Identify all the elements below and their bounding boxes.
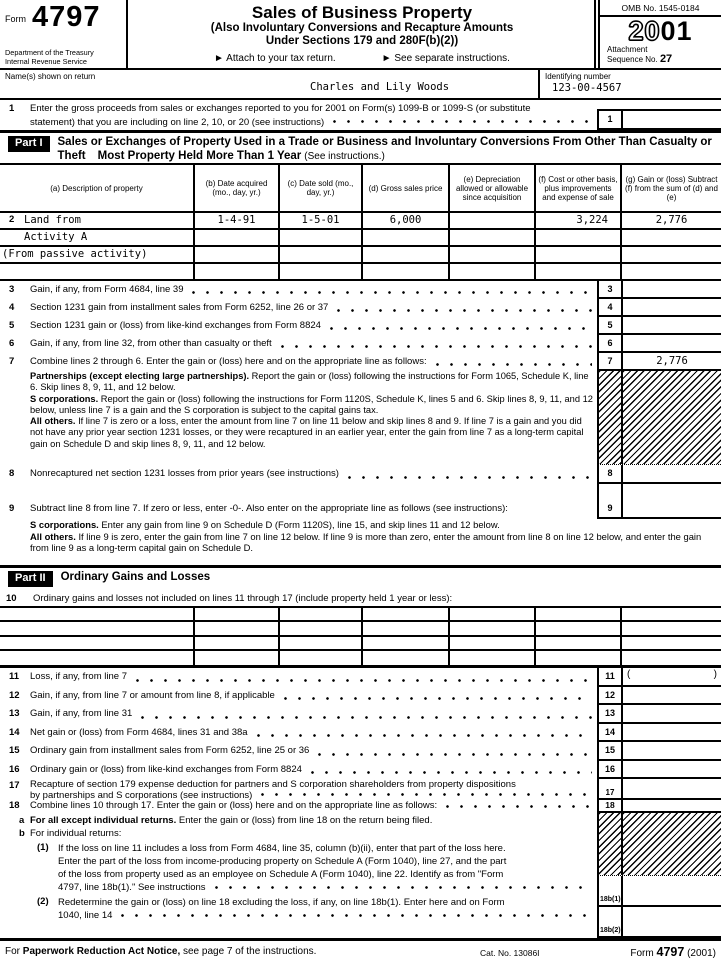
- dept-treasury: Department of the Treasury: [5, 48, 94, 57]
- dot-leader: [260, 792, 592, 797]
- table-row-description[interactable]: (From passive activity): [0, 247, 195, 264]
- p2-cell[interactable]: [536, 651, 622, 665]
- table-cell[interactable]: [280, 264, 363, 279]
- dot-leader: [310, 770, 592, 775]
- taxpayer-row: [0, 70, 721, 100]
- table-cell[interactable]: [536, 230, 622, 247]
- line-9: 9 Subtract line 8 from line 7. If zero or less, enter -0-. Also enter on the appropriate line as follows (see instructions): S corporations. Enter any gain from line 9 on Schedule D (Form 1120S), line 15, and skip lines 11 and 12 below. All others. If line 9 is zero, enter the gain from line 7 on line 12 below. If line 9 is more than zero, enter the amount from line 8 on line 12 below, and enter the gain from line 9 as a long-term capital gain on Schedule D. 9: [0, 500, 721, 565]
- line-16: 16 Ordinary gain or (loss) from like-kind exchanges from Form 8824 16: [0, 761, 721, 780]
- line-18-amount-field[interactable]: [623, 800, 721, 813]
- form-word: Form: [5, 14, 26, 24]
- line-4-text: Section 1231 gain from installment sales from Form 6252, line 26 or 37: [30, 302, 329, 313]
- omb-year-block: [598, 0, 721, 68]
- part2-table: [0, 606, 721, 668]
- name-label: Name(s) shown on return: [5, 72, 96, 81]
- omb-number: OMB No. 1545-0184: [600, 0, 721, 17]
- table-cell[interactable]: [195, 230, 280, 247]
- table-row-description[interactable]: [0, 264, 195, 279]
- line-18b2-amount-field[interactable]: [623, 907, 721, 936]
- line-7-instructions: Partnerships (except electing large partnerships). Report the gain or (loss) following the instructions for Form 1065, Schedule K, line 6. Skip lines 8, 9, 11, and 12 below. S corporations. Report the gain or (loss) following the instructions for Form 1120S, Schedule K, lines 5 and 6. Skip lines 8, 9, 11, and 12 below, unless line 7 is a gain and the S corporation is subject to the capital gains tax. All others. If line 7 is zero or a loss, enter the amount from line 7 on line 11 below and skip lines 8 and 9. If line 7 is a gain and you did not have any prior year section 1231 losses, or they were recaptured in an earlier year, enter the gain from line 7 as a long-term capital gain on Schedule D and skip lines 8, 9, 11, and 12 below.: [30, 371, 593, 449]
- dot-leader: [445, 804, 590, 809]
- p2-cell[interactable]: [0, 622, 195, 636]
- line-12-amount-field[interactable]: [623, 687, 721, 706]
- line-4-amount-field[interactable]: [623, 299, 721, 317]
- col-header-gross-sales: (d) Gross sales price: [363, 165, 450, 213]
- line-3-amount-field[interactable]: [623, 281, 721, 299]
- p2-cell[interactable]: [363, 622, 450, 636]
- p2-cell[interactable]: [280, 608, 363, 622]
- table-cell[interactable]: [280, 230, 363, 247]
- col-header-date-sold: (c) Date sold (mo., day, yr.): [280, 165, 363, 213]
- dot-leader: [332, 119, 592, 124]
- dot-leader: [347, 475, 592, 480]
- form-subtitle-2: Under Sections 179 and 280F(b)(2)): [265, 35, 459, 47]
- line-4: 4 Section 1231 gain from installment sales from Form 6252, line 26 or 37 4: [0, 299, 721, 317]
- line-11-text: Loss, if any, from line 7: [30, 671, 127, 682]
- line-3-text: Gain, if any, from Form 4684, line 39: [30, 284, 184, 295]
- line-15-amount-field[interactable]: [623, 742, 721, 761]
- line-14-text: Net gain or (loss) from Form 4684, lines 31 and 38a: [30, 726, 248, 738]
- row2-date-acquired-cell[interactable]: 1-4-91: [195, 213, 280, 230]
- line-8-text: Nonrecaptured net section 1231 losses from prior years (see instructions): [30, 468, 339, 479]
- name-field[interactable]: Charles and Lily Woods: [310, 81, 450, 93]
- line-14: 14 Net gain or (loss) from Form 4684, lines 31 and 38a 14: [0, 724, 721, 743]
- part2-title: Ordinary Gains and Losses: [60, 571, 211, 583]
- line-9-amount-field[interactable]: [623, 500, 721, 519]
- form-footer-id: Form 4797 (2001): [630, 945, 716, 959]
- table-cell[interactable]: [536, 247, 622, 264]
- p2-cell[interactable]: [280, 637, 363, 651]
- p2-cell[interactable]: [450, 651, 536, 665]
- dot-leader: [329, 326, 592, 331]
- p2-cell[interactable]: [195, 608, 280, 622]
- part1-label: Part I: [8, 136, 50, 152]
- dot-leader: [120, 913, 590, 918]
- line-17-box-number: 17: [597, 788, 623, 800]
- line-18b1-text: If the loss on line 11 includes a loss from Form 4684, line 35, column (b)(ii), enter that part of the loss here. Enter the part of the loss from income-producing property on Schedule A (Form 1040), line 27, and the part of the loss from property used as an employee on Schedule A (Form 1040), line 22. Identify as from "Form 4797, line 18b(1)." See instructions: [58, 842, 595, 894]
- line-13-text: Gain, if any, from line 31: [30, 708, 133, 719]
- line-8-box-number: 8: [597, 465, 623, 484]
- p2-cell[interactable]: [195, 622, 280, 636]
- row2-date-sold-cell[interactable]: 1-5-01: [280, 213, 363, 230]
- p2-cell[interactable]: [195, 637, 280, 651]
- line-17-text-1: Recapture of section 179 expense deduction for partners and S corporation shareholders from property dispositions: [30, 779, 516, 790]
- line-10-text: Ordinary gains and losses not included on lines 11 through 17 (include property held 1 year or less):: [33, 593, 453, 604]
- form-number: 4797: [32, 1, 101, 33]
- p2-cell[interactable]: [363, 608, 450, 622]
- line-6-amount-field[interactable]: [623, 335, 721, 353]
- paperwork-notice: For Paperwork Reduction Act Notice, see page 7 of the instructions.: [5, 946, 317, 957]
- col-header-gain-loss: (g) Gain or (loss) Subtract (f) from the sum of (d) and (e): [622, 165, 721, 213]
- line-1-number: 1: [9, 103, 15, 114]
- identifying-number-label: Identifying number: [545, 72, 611, 81]
- title-block: [128, 0, 596, 68]
- line-18b2-text: Redetermine the gain or (loss) on line 18 excluding the loss, if any, on line 18b(1). Enter here and on Form 1040, line 14: [58, 896, 595, 922]
- part2-header: [0, 565, 721, 592]
- tax-year: 2001: [628, 16, 693, 47]
- line-18b2: (2) Redetermine the gain or (loss) on line 18 excluding the loss, if any, on line 18b(1). Enter here and on Form 1040, line 14: [0, 896, 721, 922]
- table-cell[interactable]: [622, 247, 721, 264]
- line-18b1-box-number: 18b(1): [597, 876, 623, 905]
- line-1-box-number: 1: [597, 111, 623, 130]
- p2-cell[interactable]: [0, 637, 195, 651]
- line-7-box-number: 7: [597, 353, 623, 371]
- line-9-text: Subtract line 8 from line 7. If zero or less, enter -0-. Also enter on the appropriate line as follows (see instructions):: [30, 503, 508, 514]
- id-divider: [538, 70, 540, 98]
- p2-cell[interactable]: [450, 622, 536, 636]
- line-13-amount-field[interactable]: [623, 705, 721, 724]
- table-cell[interactable]: [536, 264, 622, 279]
- table-cell[interactable]: [363, 230, 450, 247]
- part1-header: [0, 133, 721, 163]
- line-16-amount-field[interactable]: [623, 761, 721, 780]
- p2-cell[interactable]: [280, 651, 363, 665]
- p2-cell[interactable]: [195, 651, 280, 665]
- line-13: 13 Gain, if any, from line 31 13: [0, 705, 721, 724]
- dept-irs: Internal Revenue Service: [5, 56, 87, 66]
- p2-cell[interactable]: [536, 637, 622, 651]
- line-6-text: Gain, if any, from line 32, from other than casualty or theft: [30, 338, 272, 349]
- row2-depreciation-cell[interactable]: [450, 213, 536, 230]
- p2-cell[interactable]: [536, 608, 622, 622]
- line-5-text: Section 1231 gain or (loss) from like-kind exchanges from Form 8824: [30, 320, 321, 331]
- dot-leader: [280, 344, 592, 349]
- line-12-box-number: 12: [597, 687, 623, 706]
- line-5-box-number: 5: [597, 317, 623, 335]
- col-header-date-acquired: (b) Date acquired (mo., day, yr.): [195, 165, 280, 213]
- table-cell[interactable]: [195, 264, 280, 279]
- col-header-depreciation: (e) Depreciation allowed or allowable since acquisition: [450, 165, 536, 213]
- line-18a-text: For all except individual returns. Enter the gain or (loss) from line 18 on the return being filed.: [30, 815, 433, 826]
- line-11-amount-field[interactable]: ( ): [623, 668, 721, 687]
- line-8: 8 Nonrecaptured net section 1231 losses from prior years (see instructions) 8: [0, 465, 721, 500]
- line-18: 18 Combine lines 10 through 17. Enter the gain or (loss) here and on the appropriate line as follows:: [0, 800, 595, 813]
- line-7-amount-field[interactable]: 2,776: [623, 353, 721, 371]
- line-6: 6 Gain, if any, from line 32, from other than casualty or theft 6: [0, 335, 721, 353]
- form-header: [0, 0, 721, 70]
- line-18-text: Combine lines 10 through 17. Enter the gain or (loss) here and on the appropriate line as follows:: [30, 800, 438, 811]
- p2-cell[interactable]: [0, 651, 195, 665]
- line-1-text-1: Enter the gross proceeds from sales or exchanges reported to you for 2001 on Form(s) 1099-B or 1099-S (or substitute: [30, 103, 531, 114]
- dot-leader: [256, 733, 592, 738]
- line-18b: b For individual returns:: [19, 828, 122, 840]
- p2-cell[interactable]: [622, 637, 721, 651]
- line-7-text: Combine lines 2 through 6. Enter the gain or (loss) here and on the appropriate line as follows:: [30, 356, 427, 367]
- table-cell[interactable]: [363, 264, 450, 279]
- catalog-number: Cat. No. 13086I: [480, 948, 540, 958]
- col-header-cost-basis: (f) Cost or other basis, plus improvements and expense of sale: [536, 165, 622, 213]
- table-cell[interactable]: [450, 230, 536, 247]
- line-14-amount-field[interactable]: [623, 724, 721, 743]
- table-cell[interactable]: [363, 247, 450, 264]
- line-17-amount-field[interactable]: [623, 788, 721, 800]
- line-5-amount-field[interactable]: [623, 317, 721, 335]
- line-1: [0, 100, 721, 133]
- part1-title: Sales or Exchanges of Property Used in a Trade or Business and Involuntary Conversions From Other Than Casualty or Theft Most Property Held More Than 1 Year (See instructions.): [57, 136, 712, 162]
- line-12: 12 Gain, if any, from line 7 or amount from line 8, if applicable 12: [0, 687, 721, 706]
- table-cell[interactable]: [450, 264, 536, 279]
- line-15-text: Ordinary gain from installment sales from Form 6252, line 25 or 36: [30, 745, 310, 756]
- p2-cell[interactable]: [280, 622, 363, 636]
- p2-cell[interactable]: [363, 637, 450, 651]
- form-footer: [0, 938, 721, 963]
- line-3-box-number: 3: [597, 281, 623, 299]
- table-cell[interactable]: [195, 247, 280, 264]
- row2-gain-loss-cell[interactable]: 2,776: [622, 213, 721, 230]
- table-cell[interactable]: [622, 264, 721, 279]
- dot-leader: [140, 715, 592, 720]
- form-subtitle-1: (Also Involuntary Conversions and Recapture Amounts: [210, 22, 514, 34]
- line-18-group: [0, 800, 721, 938]
- attachment-sequence: Attachment Sequence No. 27: [607, 45, 673, 65]
- line-7: 7 Combine lines 2 through 6. Enter the gain or (loss) here and on the appropriate line as follows: Partnerships (except electing large partnerships). Report the gain or (loss) following the instructions for Form 1065, Schedule K, line 6. Skip lines 8, 9, 11, and 12 below. S corporations. Report the gain or (loss) following the instructions for Form 1120S, Schedule K, lines 5 and 6. Skip lines 8, 9, 11, and 12 below, unless line 7 is a gain and the S corporation is subject to the capital gains tax. All others. If line 7 is zero or a loss, enter the amount from line 7 on line 11 below and skip lines 8 and 9. If line 7 is a gain and you did not have any prior year section 1231 losses, or they were recaptured in an earlier year, enter the gain from line 7 as a long-term capital gain on Schedule D and skip lines 8, 9, 11, and 12 below. 7 2,776: [0, 353, 721, 465]
- form-number-block: [0, 0, 128, 68]
- dot-leader: [283, 696, 592, 701]
- line-15-box-number: 15: [597, 742, 623, 761]
- line-18b1: (1) If the loss on line 11 includes a loss from Form 4684, line 35, column (b)(ii), enter that part of the loss here. Enter the part of the loss from income-producing property on Schedule A (Form 1040), line 27, and the part of the loss from property used as an employee on Schedule A (Form 1040), line 22. Identify as from "Form 4797, line 18b(1)." See instructions: [0, 842, 721, 894]
- line-16-text: Ordinary gain or (loss) from like-kind exchanges from Form 8824: [30, 763, 302, 775]
- line-17: 17 Recapture of section 179 expense deduction for partners and S corporation shareholders from property dispositions by partnerships and S corporations (see instructions) 17: [0, 779, 721, 800]
- p2-cell[interactable]: [536, 622, 622, 636]
- lines-11-to-16: [0, 668, 721, 779]
- p2-cell[interactable]: [363, 651, 450, 665]
- form-title: Sales of Business Property: [251, 3, 473, 22]
- line-15: 15 Ordinary gain from installment sales from Form 6252, line 25 or 36 15: [0, 742, 721, 761]
- p2-cell[interactable]: [450, 608, 536, 622]
- p2-cell[interactable]: [450, 637, 536, 651]
- line-18b1-amount-field[interactable]: [623, 876, 721, 905]
- part2-label: Part II: [8, 571, 53, 587]
- line-9-box-number: 9: [597, 500, 623, 519]
- line-16-box-number: 16: [597, 761, 623, 780]
- line-11-box-number: 11: [597, 668, 623, 687]
- line-12-text: Gain, if any, from line 7 or amount from line 8, if applicable: [30, 689, 275, 701]
- line-18b2-box-number: 18b(2): [597, 907, 623, 936]
- table-cell[interactable]: [280, 247, 363, 264]
- line-5: 5 Section 1231 gain or (loss) from like-kind exchanges from Form 8824 5: [0, 317, 721, 335]
- p2-cell[interactable]: [622, 622, 721, 636]
- line-17-text-2: by partnerships and S corporations (see instructions): [30, 789, 253, 801]
- line-8-amount-field[interactable]: [623, 465, 721, 484]
- line-9-instructions: S corporations. Enter any gain from line 9 on Schedule D (Form 1120S), line 15, and skip lines 11 and 12 below. All others. If line 9 is zero, enter the gain from line 7 on line 12 below. If line 9 is more than zero, enter the amount from line 8 on line 12 below, and enter the gain from line 9 as a long-term capital gain on Schedule D.: [30, 519, 702, 554]
- part1-table: [0, 163, 721, 281]
- line-14-box-number: 14: [597, 724, 623, 743]
- dot-leader: [435, 362, 592, 367]
- dot-leader: [214, 885, 590, 890]
- p2-cell[interactable]: [0, 608, 195, 622]
- separate-instructions-note: ► See separate instructions.: [381, 53, 510, 64]
- header-divider: [594, 0, 596, 68]
- col-header-description: (a) Description of property: [0, 165, 195, 213]
- dot-leader: [191, 290, 592, 295]
- line-1-amount-field[interactable]: [623, 111, 721, 130]
- attach-note: ► Attach to your tax return.: [214, 53, 336, 64]
- p2-cell[interactable]: [622, 608, 721, 622]
- line-18b-text: For individual returns:: [30, 828, 122, 840]
- row2-gross-sales-cell[interactable]: 6,000: [363, 213, 450, 230]
- hatched-area: [597, 371, 721, 465]
- row2-description-cell[interactable]: 2 Land from: [0, 213, 195, 230]
- table-cell[interactable]: [622, 230, 721, 247]
- line-6-box-number: 6: [597, 335, 623, 353]
- line-1-text-2: statement) that you are including on line 2, 10, or 20 (see instructions): [30, 117, 325, 129]
- line-13-box-number: 13: [597, 705, 623, 724]
- hatched-area: [597, 813, 721, 876]
- line-18-box-number: 18: [597, 800, 623, 813]
- line-18a: a For all except individual returns. Enter the gain or (loss) from line 18 on the return being filed.: [19, 815, 433, 826]
- dot-leader: [135, 678, 592, 683]
- row2-cost-basis-cell[interactable]: 3,224: [536, 213, 622, 230]
- table-row-description[interactable]: Activity A: [0, 230, 195, 247]
- line-3: 3 Gain, if any, from Form 4684, line 39 3: [0, 281, 721, 299]
- dot-leader: [317, 752, 592, 757]
- line-11: 11 Loss, if any, from line 7 11 ( ): [0, 668, 721, 687]
- dot-leader: [336, 308, 592, 313]
- p2-cell[interactable]: [622, 651, 721, 665]
- table-cell[interactable]: [450, 247, 536, 264]
- line-10: 10 Ordinary gains and losses not included on lines 11 through 17 (include property held 1 year or less):: [0, 590, 721, 606]
- identifying-number-field[interactable]: 123-00-4567: [552, 82, 622, 94]
- line-4-box-number: 4: [597, 299, 623, 317]
- lines-3-to-6: [0, 281, 721, 353]
